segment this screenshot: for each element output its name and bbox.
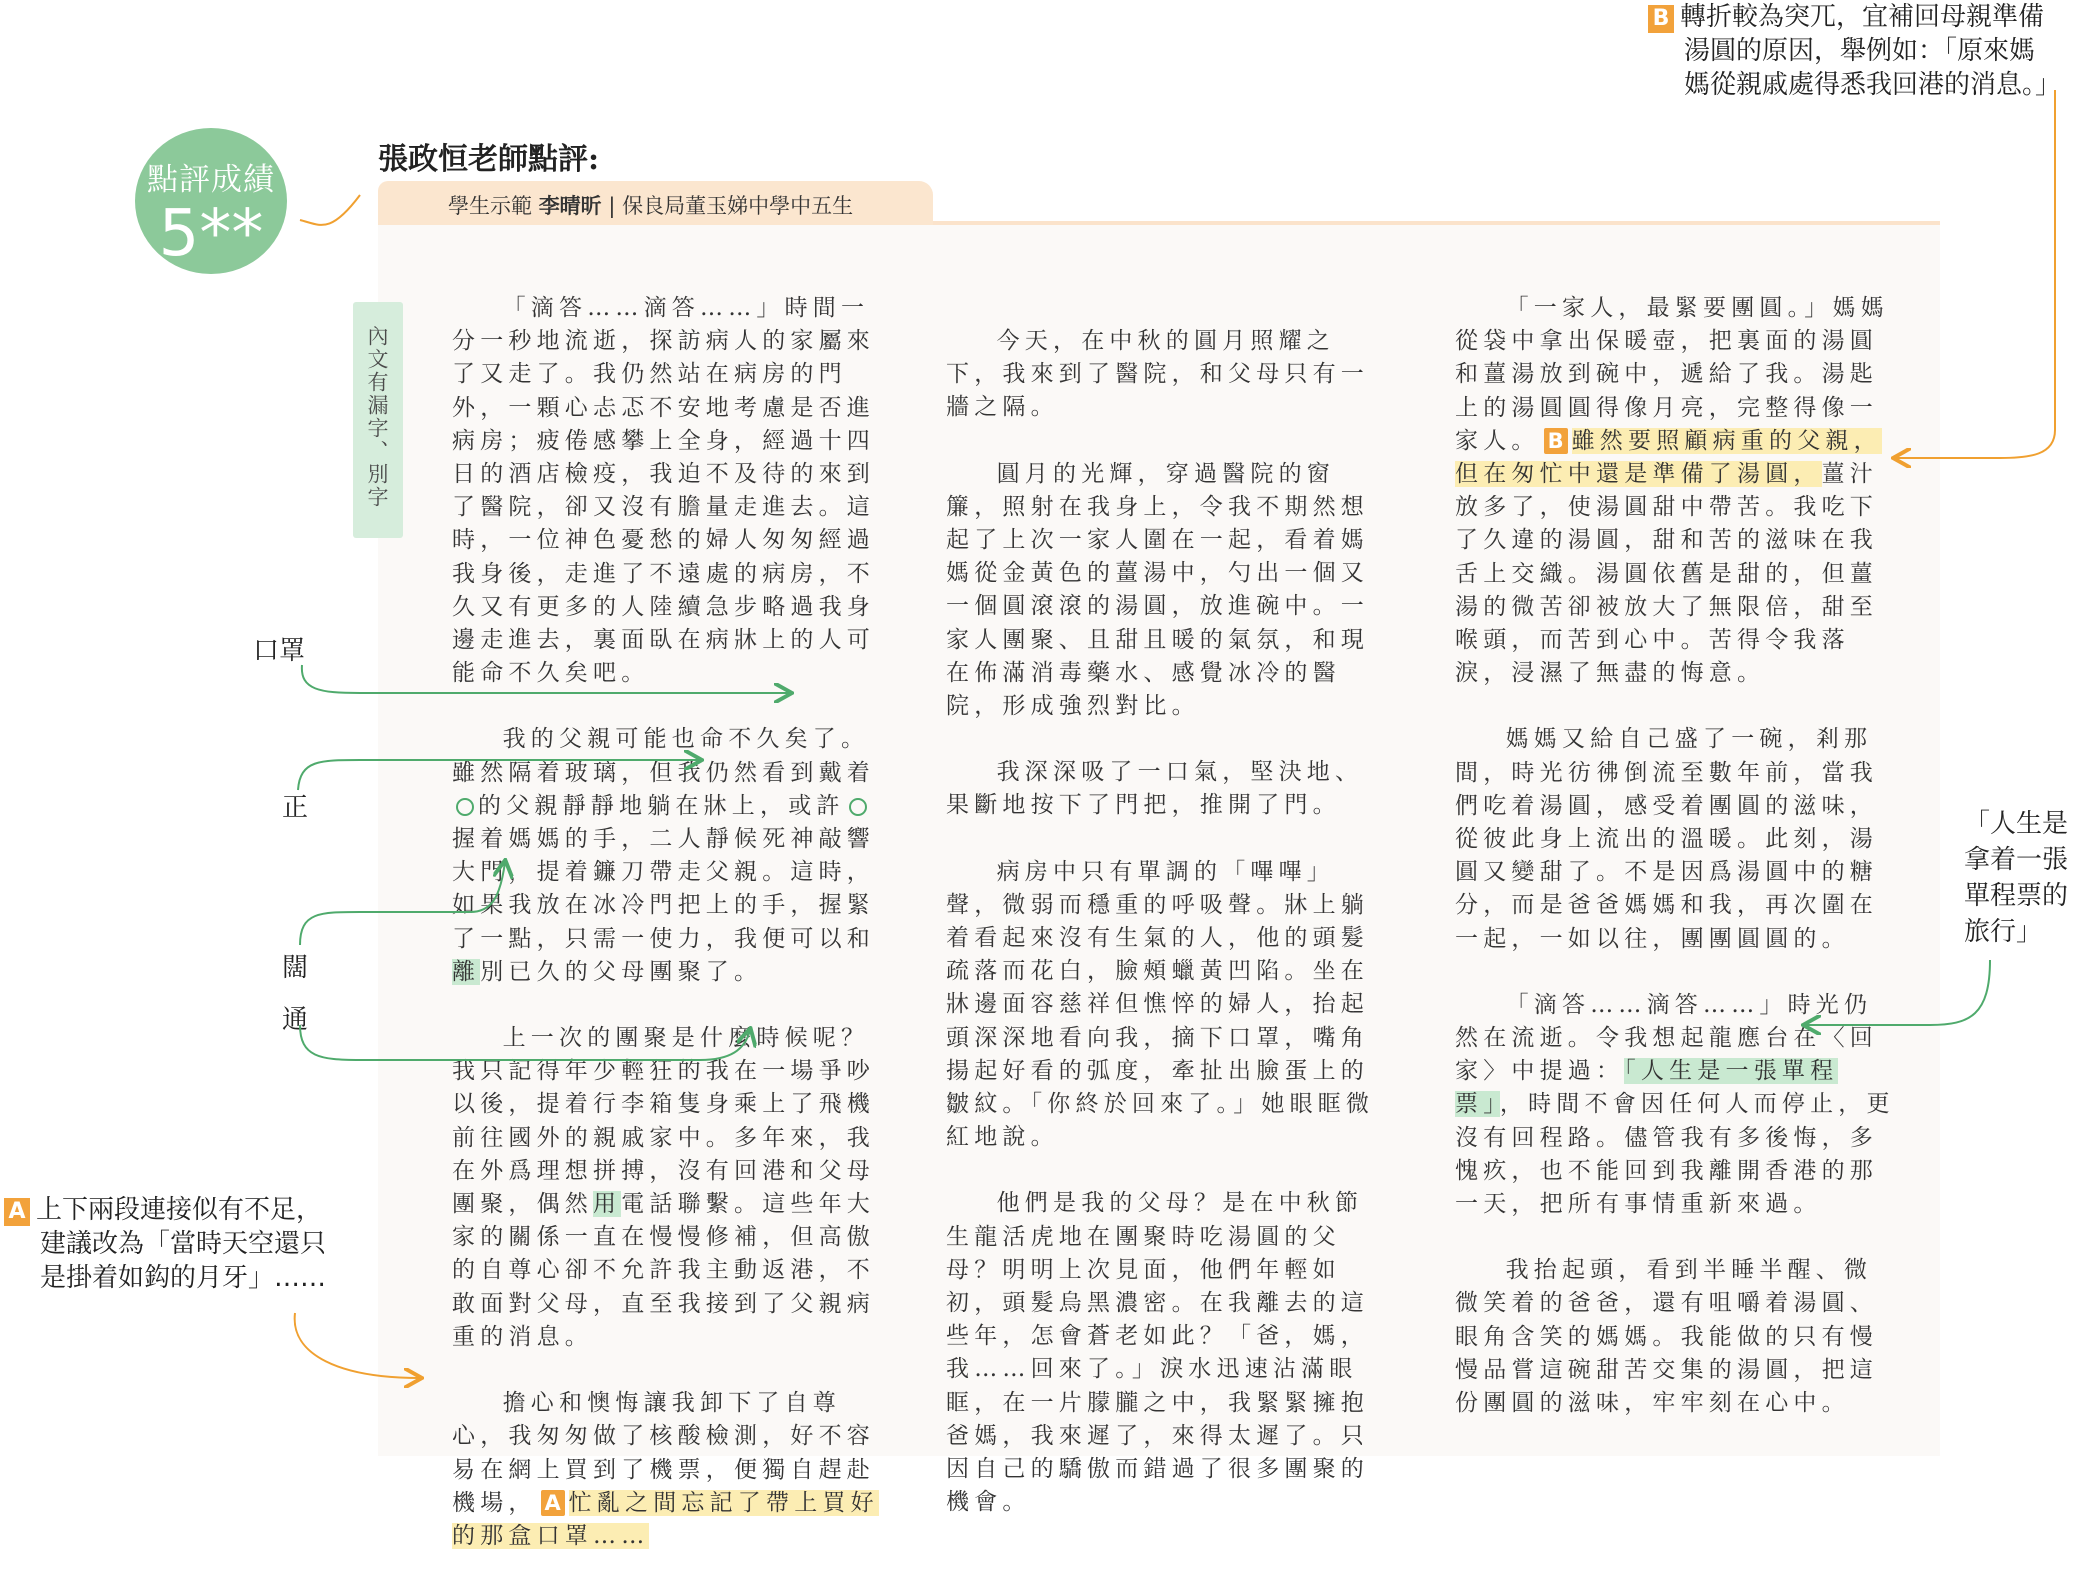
correction-mask: 口罩 [253,636,306,666]
quote-note: 「人生是拿着一張單程票的旅行」 [1964,809,2069,947]
student-info [448,190,853,220]
correction-tong: 通 [282,1005,309,1035]
ribbon-suffix: | 保良局董玉娣中學中五生 [601,194,854,218]
correction-kuo: 闊 [282,953,309,983]
paragraph: 媽媽又給自己盛了一碗，剎那間，時光彷彿倒流至數年前，當我們吃着湯圓，感受着團圓的滋味，從彼此身上流出的溫暖。此刻，湯圓又變甜了。不是因爲湯圓中的糖分，而是爸爸媽媽和我，再次圍在一起，一如以往，團團圓圓的。 [1455,726,1878,952]
paragraph: 「滴答……滴答……」時間一分一秒地流逝，探訪病人的家屬來了又走了。我仍然站在病房的門外，一顆心忐忑不安地考慮是否進病房；疲倦感攀上全身，經過十四日的酒店檢疫，我迫不及待的來到了醫院，卻又沒有膽量走進去。這時，一位神色憂愁的婦人匆匆經過我身後，走進了不遠處的病房，不久又有更多的人陸續急步略過我身邊走進去，裏面臥在病牀上的人可能命不久矣吧。 [452,295,875,687]
page-title: 張政恒老師點評: [378,142,600,177]
student-name: 李晴昕 [538,194,602,218]
article-column-1 [452,292,892,1586]
badge-connector [300,195,360,225]
note-a-tag: A [4,1198,30,1226]
annotation-tag-a: A [541,1490,565,1516]
typo-highlight: 離 [452,958,481,985]
ribbon-prefix: 學生示範 [448,194,539,218]
paragraph: 今天，在中秋的圓月照耀之下，我來到了醫院，和父母只有一牆之隔。 [946,328,1369,421]
paragraph: 擔心和懊悔讓我卸下了自尊心，我匆匆做了核酸檢測，好不容易在網上買到了機票，便獨自趕赴機場， A 忙亂之間忘記了帶上買好的那盒口罩…… [452,1390,879,1549]
paragraph: 他們是我的父母？是在中秋節生龍活虎地在團聚時吃湯圓的父母？明明上次見面，他們年輕如初，頭髮烏黑濃密。在我離去的這些年，怎會蒼老如此？「爸，媽，我……回來了。」淚水迅速沾滿眼眶，在一片朦朧之中，我緊緊擁抱爸媽，我來遲了，來得太遲了。只因自己的驕傲而錯過了很多團聚的機會。 [946,1190,1369,1516]
paragraph: 我深深吸了一口氣，堅決地、果斷地按下了門把，推開了門。 [946,759,1364,819]
paragraph: 我抬起頭，看到半睡半醒、微微笑着的爸爸，還有咀嚼着湯圓、眼角含笑的媽媽。我能做的只有慢慢品嘗這碗甜苦交集的湯圓，把這份團圓的滋味，牢牢刻在心中。 [1455,1257,1878,1417]
note-a: A 上下兩段連接似有不足， 建議改為「當時天空還只 是掛着如鈎的月牙」…… [4,1193,344,1295]
highlight-b: 雖然要照顧病重的父親，但在匆忙中還是準備了湯圓， [1455,427,1882,488]
paragraph: 「一家人，最緊要團圓。」媽媽從袋中拿出保暖壺，把裏面的湯圓和薑湯放到碗中，遞給了我。湯匙上的湯圓圓得像月亮，完整得像一家人。 B 雖然要照顧病重的父親，但在匆忙中還是準備了湯圓，薑汁放多了，使湯圓甜中帶苦。我吃下了久違的湯圓，甜和苦的滋味在我舌上交織。湯圓依舊是甜的，但薑湯的微苦卻被放大了無限倍，甜至喉頭，而苦到心中。苦得令我落淚，浸濕了無盡的悔意。 [1455,295,1889,687]
correction-zheng: 正 [282,793,309,823]
highlight-a: 忙亂之間忘記了帶上買好的那盒口罩…… [452,1489,879,1549]
paragraph: 我的父親可能也命不久矣了。雖然隔着玻璃，但我仍然看到戴着的父親靜靜地躺在牀上，或許握着媽媽的手，二人靜候死神敲響大門，提着鐮刀帶走父親。這時，如果我放在冰冷門把上的手，握緊了一點，只需一使力，我便可以和離別已久的父母團聚了。 [452,726,875,985]
quote-highlight: 「人生是一張單程票」 [1455,1058,1839,1118]
score-grade: 5** [158,197,264,271]
paragraph: 病房中只有單調的「嗶嗶」聲，微弱而穩重的呼吸聲。牀上躺着看起來沒有生氣的人，他的頭髮疏落而花白，臉頰蠟黃凹陷。坐在牀邊面容慈祥但憔悴的婦人，抬起頭深深地看向我，摘下口罩，嘴角揚起好看的弧度，牽扯出臉蛋上的皺紋。「你終於回來了。」她眼眶微紅地說。 [946,858,1375,1151]
paragraph: 圓月的光輝，穿過醫院的窗簾，照射在我身上，令我不期然想起了上次一家人圍在一起，看着媽媽從金黃色的薑湯中，勺出一個又一個圓滾滾的湯圓，放進碗中。一家人團聚、且甜且暖的氣氛，和現在佈滿消毒藥水、感覺冰冷的醫院，形成強烈對比。 [946,460,1369,720]
article-column-3 [1455,292,1895,1453]
score-badge [135,128,287,274]
paragraph: 「滴答……滴答……」時光仍然在流逝。令我想起龍應台在〈回家〉中提過：「人生是一張單程票」，時間不會因任何人而停止，更沒有回程路。儘管我有多後悔，多愧疚，也不能回到我離開香港的那一天，把所有事情重新來過。 [1455,991,1895,1218]
article-column-2 [946,325,1386,1553]
omission-mark [849,798,867,816]
paragraph: 上一次的團聚是什麼時候呢？我只記得年少輕狂的我在一場爭吵以後，提着行李箱隻身乘上了飛機前往國外的親戚家中。多年來，我在外爲理想拼搏，沒有回港和父母團聚，偶然用電話聯繫。這些年大家的關係一直在慢慢修補，但高傲的自尊心卻不允許我主動返港，不敢面對父母，直至我接到了父親病重的消息。 [452,1025,876,1350]
omission-mark [456,798,474,816]
annotation-tag-b: B [1544,428,1568,454]
note-b: B 轉折較為突兀，宜補回母親準備 湯圓的原因，舉例如：「原來媽 媽從親戚處得悉我回港的消息。」 [1648,0,2079,102]
note-b-tag: B [1648,5,1674,33]
side-tab-label: 內文有漏字、別字 [365,325,389,509]
score-label: 點評成績 [147,162,275,198]
typo-highlight: 用 [593,1191,622,1218]
